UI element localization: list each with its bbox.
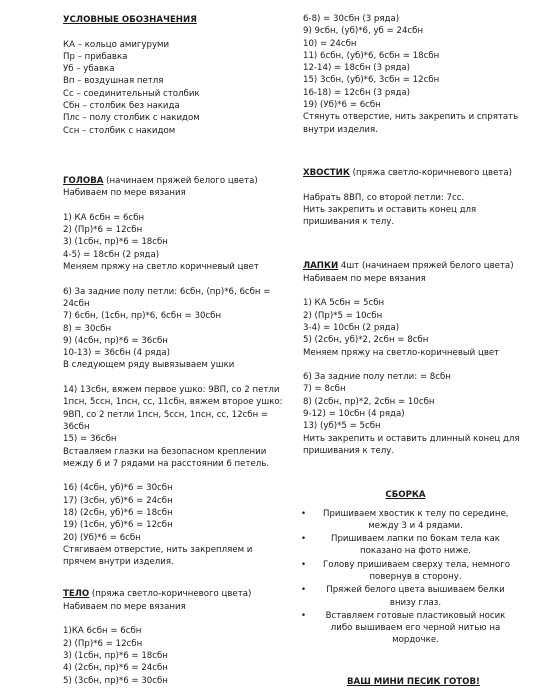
body-cont-line: 9) 9сбн, (уб)*6, уб = 24сбн <box>303 26 424 37</box>
head-line: 1) КА 6сбн = 6сбн <box>63 212 145 223</box>
paws-line: 13) (уб)*5 = 5сбн <box>303 421 381 432</box>
head-line: 20) (Уб)*6 = 6сбн <box>63 532 141 543</box>
head-line <box>63 273 288 285</box>
paws-line: 5) (2сбн, уб)*2, 2сбн = 8сбн <box>303 335 429 346</box>
paws-line: 7) = 8сбн <box>303 384 346 395</box>
paws-line: 9-12) = 10сбн (4 ряда) <box>303 409 405 420</box>
head-title: ГОЛОВА <box>63 175 104 186</box>
head-subtitle: (начинаем пряжей белого цвета) <box>103 175 258 186</box>
head-line: 16) (4сбн, уб)*6 = 30сбн <box>63 483 173 494</box>
body-line: 5) (3сбн, пр)*6 = 30сбн <box>63 675 168 686</box>
head-line <box>63 372 288 384</box>
legend-line: Пр – прибавка <box>63 51 128 62</box>
head-line: прячем внутри изделия. <box>63 557 174 568</box>
head-line: 36сбн <box>63 421 90 432</box>
body-line: Набиваем по мере вязания <box>63 601 186 612</box>
paws-line: Набиваем по мере вязания <box>303 273 426 284</box>
tail-line: Нить закрепить и оставить конец для <box>303 204 477 215</box>
head-line: 14) 13сбн, вяжем первое ушко: 9ВП, со 2 петли <box>63 385 280 396</box>
paws-heading <box>303 260 538 272</box>
legend-line: Плс – полу столбик с накидом <box>63 113 200 124</box>
head-line: 18) (2сбн, уб)*6 = 18сбн <box>63 507 173 518</box>
body-instructions <box>63 601 288 687</box>
legend-line: Вп – воздушная петля <box>63 76 164 87</box>
head-line: 9ВП, со 2 петли 1псн, 5ссн, 1псн, сс, 12сбн = <box>63 409 269 420</box>
legend-line: Ссн – столбик с накидом <box>63 125 176 136</box>
assembly-step-text: • Пришиваем лапки по бокам тела как показано на фото ниже. <box>331 534 500 557</box>
assembly-step-text: • Пришиваем хвостик к телу по середине, между 3 и 4 рядами. <box>323 508 509 531</box>
head-line: Стягиваем отверстие, нить закрепляем и <box>63 544 253 555</box>
assembly-step <box>303 584 508 609</box>
paws-line: 1) КА 5сбн = 5сбн <box>303 298 385 309</box>
head-line: 10-13) = 36сбн (4 ряда) <box>63 348 171 359</box>
head-heading <box>63 175 288 187</box>
body-subtitle: (пряжа светло-коричневого цвета) <box>89 589 252 600</box>
head-line: между 6 и 7 рядами на расстоянии 6 петель. <box>63 458 270 469</box>
paws-line: Нить закрепить и оставить длинный конец для <box>303 433 520 444</box>
body-cont-line: 16-18) = 12сбн (3 ряда) <box>303 87 411 98</box>
legend-line: Уб – убавка <box>63 64 115 75</box>
body-line: 3) (1сбн, пр)*6 = 18сбн <box>63 650 168 661</box>
right-column <box>303 13 538 688</box>
left-column <box>63 14 288 687</box>
legend-line: КА – кольцо амигуруми <box>63 39 170 50</box>
head-line: 3) (1сбн, пр)*6 = 18сбн <box>63 237 168 248</box>
legend-line: Сбн – столбик без накида <box>63 101 180 112</box>
paws-line: 6) За задние полу петли: = 8сбн <box>303 372 451 383</box>
head-line: 19) (1сбн, уб)*6 = 12сбн <box>63 520 173 531</box>
head-line: 15) = 36сбн <box>63 434 117 445</box>
body-cont-line: внутри изделия. <box>303 124 378 135</box>
head-line: Меняем пряжу на светло коричневый цвет <box>63 262 259 273</box>
tail-line: Набрать 8ВП, со второй петли: 7сс. <box>303 192 465 203</box>
tail-line: пришивания к телу. <box>303 217 395 228</box>
head-line: Вставляем глазки на безопасном креплении <box>63 446 267 457</box>
body-cont-line: 11) 6сбн, (уб)*6, 6сбн = 18сбн <box>303 50 440 61</box>
head-line <box>63 470 288 482</box>
tail-title: ХВОСТИК <box>303 167 350 178</box>
paws-instructions <box>303 273 538 457</box>
head-line: В следующем ряду вывязываем ушки <box>63 360 235 371</box>
body-heading <box>63 588 288 600</box>
assembly-step-text: • Вставляем готовые пластиковый носик либо вышиваем его черной нитью на мордочке. <box>325 610 506 646</box>
paws-line <box>303 285 538 297</box>
head-line: 4-5) = 18сбн (2 ряда) <box>63 249 160 260</box>
final-message: ВАШ МИНИ ПЕСИК ГОТОВ! <box>347 676 480 687</box>
head-line: Набиваем по мере вязания <box>63 188 186 199</box>
body-line: 4) (2сбн, пр)*6 = 24сбн <box>63 663 168 674</box>
paws-line: 2) (Пр)*5 = 10сбн <box>303 310 383 321</box>
body-cont-line: 15) 3сбн, (уб)*6, 3сбн = 12сбн <box>303 75 440 86</box>
legend-line: Сс – соединительный столбик <box>63 88 200 99</box>
paws-line: пришивания к телу. <box>303 445 395 456</box>
assembly-step-text: • Голову пришиваем сверху тела, немного повернув в сторону. <box>323 559 511 582</box>
assembly-title: СБОРКА <box>385 490 426 501</box>
assembly-step-text: • Пряжей белого цвета вышиваем белки внизу глаз. <box>326 585 505 608</box>
body-cont-line: 12-14) = 18сбн (3 ряда) <box>303 63 411 74</box>
tail-heading <box>303 167 538 179</box>
body-cont-line: 6-8) = 30сбн (3 ряда) <box>303 14 400 24</box>
paws-line <box>303 359 538 371</box>
head-line: 6) За задние полу петли: 6сбн, (пр)*6, 6сбн = <box>63 286 271 297</box>
head-line: 2) (Пр)*6 = 12сбн <box>63 225 143 236</box>
body-continued <box>303 13 538 136</box>
head-line: 24сбн <box>63 298 90 309</box>
paws-line: 3-4) = 10сбн (2 ряда) <box>303 322 400 333</box>
head-line: 9) (4сбн, пр)*6 = 36сбн <box>63 335 168 346</box>
paws-subtitle: 4шт (начинаем пряжей белого цвета) <box>338 261 514 272</box>
head-line: 8) = 30сбн <box>63 323 112 334</box>
legend-list <box>63 39 288 137</box>
tail-subtitle: (пряжа светло-коричневого цвета) <box>349 167 513 178</box>
body-line: 2) (Пр)*6 = 12сбн <box>63 638 143 649</box>
assembly-step <box>303 508 508 533</box>
legend-title: УСЛОВНЫЕ ОБОЗНАЧЕНИЯ <box>63 15 197 25</box>
head-line <box>63 200 288 212</box>
body-line: 1)КА 6сбн = 6сбн <box>63 626 142 637</box>
head-instructions <box>63 187 288 568</box>
assembly-list <box>303 508 511 647</box>
body-cont-line: Стянуть отверстие, нить закрепить и спрятать <box>303 112 519 123</box>
assembly-step <box>303 533 508 558</box>
head-line: 17) (3сбн, уб)*6 = 24сбн <box>63 495 173 506</box>
assembly-step <box>303 610 508 647</box>
body-cont-line: 19) (Уб)*6 = 6сбн <box>303 100 381 111</box>
paws-line: Меняем пряжу на светло-коричневый цвет <box>303 347 500 358</box>
head-line: 7) 6сбн, (1сбн, пр)*6, 6сбн = 30сбн <box>63 311 222 322</box>
body-title: ТЕЛО <box>63 589 90 600</box>
paws-title: ЛАПКИ <box>303 261 339 272</box>
paws-line: 8) (2сбн, пр)*2, 2сбн = 10сбн <box>303 396 435 407</box>
head-line: 1псн, 5ссн, 1псн, сс, 11сбн, вяжем второе ушко: <box>63 397 283 408</box>
body-cont-line: 10) = 24сбн <box>303 38 357 49</box>
body-line <box>63 613 288 625</box>
assembly-step <box>303 559 511 584</box>
tail-instructions <box>303 192 538 229</box>
